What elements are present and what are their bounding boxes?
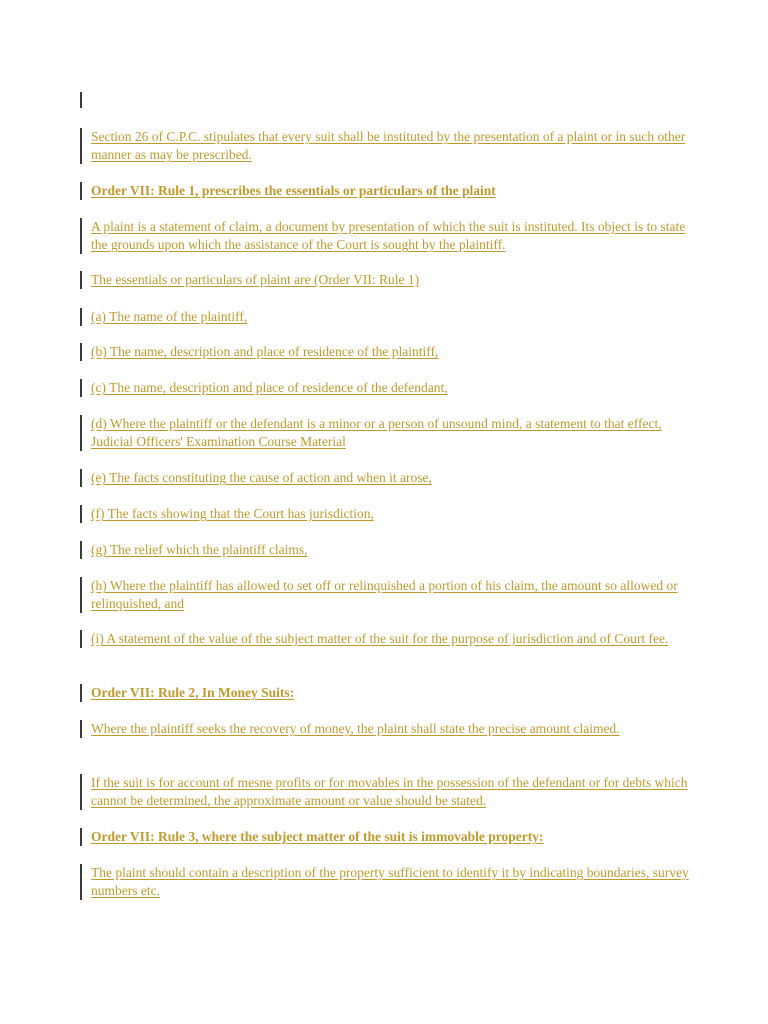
- paragraph-immovable-property[interactable]: The plaint should contain a description of the property sufficient to identify it by indicating boundaries, survey numbers etc.: [80, 864, 690, 900]
- list-item-d[interactable]: (d) Where the plaintiff or the defendant is a minor or a person of unsound mind, a statement to that effect, Judicial Officers' Examination Course Material: [80, 415, 690, 451]
- list-item-c[interactable]: (c) The name, description and place of residence of the defendant,: [80, 379, 690, 397]
- list-item-g[interactable]: (g) The relief which the plaintiff claims,: [80, 541, 690, 559]
- list-item-e[interactable]: (e) The facts constituting the cause of action and when it arose,: [80, 469, 690, 487]
- list-item-f[interactable]: (f) The facts showing that the Court has jurisdiction,: [80, 505, 690, 523]
- list-item-h[interactable]: (h) Where the plaintiff has allowed to set off or relinquished a portion of his claim, the amount so allowed or relinquished, and: [80, 577, 690, 613]
- list-item-i[interactable]: (i) A statement of the value of the subject matter of the suit for the purpose of jurisdiction and of Court fee.: [80, 630, 690, 648]
- heading-order-vii-rule-2[interactable]: Order VII: Rule 2, In Money Suits:: [80, 684, 690, 702]
- paragraph-money-suits[interactable]: Where the plaintiff seeks the recovery of money, the plaint shall state the precise amount claimed.: [80, 720, 690, 738]
- paragraph-plaint-definition[interactable]: A plaint is a statement of claim, a document by presentation of which the suit is instituted. Its object is to state the grounds upon which the assistance of the Court is sought by the plaintiff.: [80, 218, 690, 254]
- list-item-b[interactable]: (b) The name, description and place of residence of the plaintiff,: [80, 343, 690, 361]
- heading-order-vii-rule-1[interactable]: Order VII: Rule 1, prescribes the essentials or particulars of the plaint: [80, 182, 690, 200]
- heading-order-vii-rule-3[interactable]: Order VII: Rule 3, where the subject matter of the suit is immovable property:: [80, 828, 690, 846]
- list-item-a[interactable]: (a) The name of the plaintiff,: [80, 308, 690, 326]
- paragraph-essentials-intro[interactable]: The essentials or particulars of plaint are (Order VII: Rule 1): [80, 271, 690, 289]
- text-cursor: [80, 92, 82, 108]
- paragraph-section-26[interactable]: Section 26 of C.P.C. stipulates that every suit shall be instituted by the presentation of a plaint or in such other manner as may be prescribed.: [80, 128, 690, 164]
- paragraph-mesne-profits[interactable]: If the suit is for account of mesne profits or for movables in the possession of the defendant or for debts which cannot be determined, the approximate amount or value should be stated.: [80, 774, 690, 810]
